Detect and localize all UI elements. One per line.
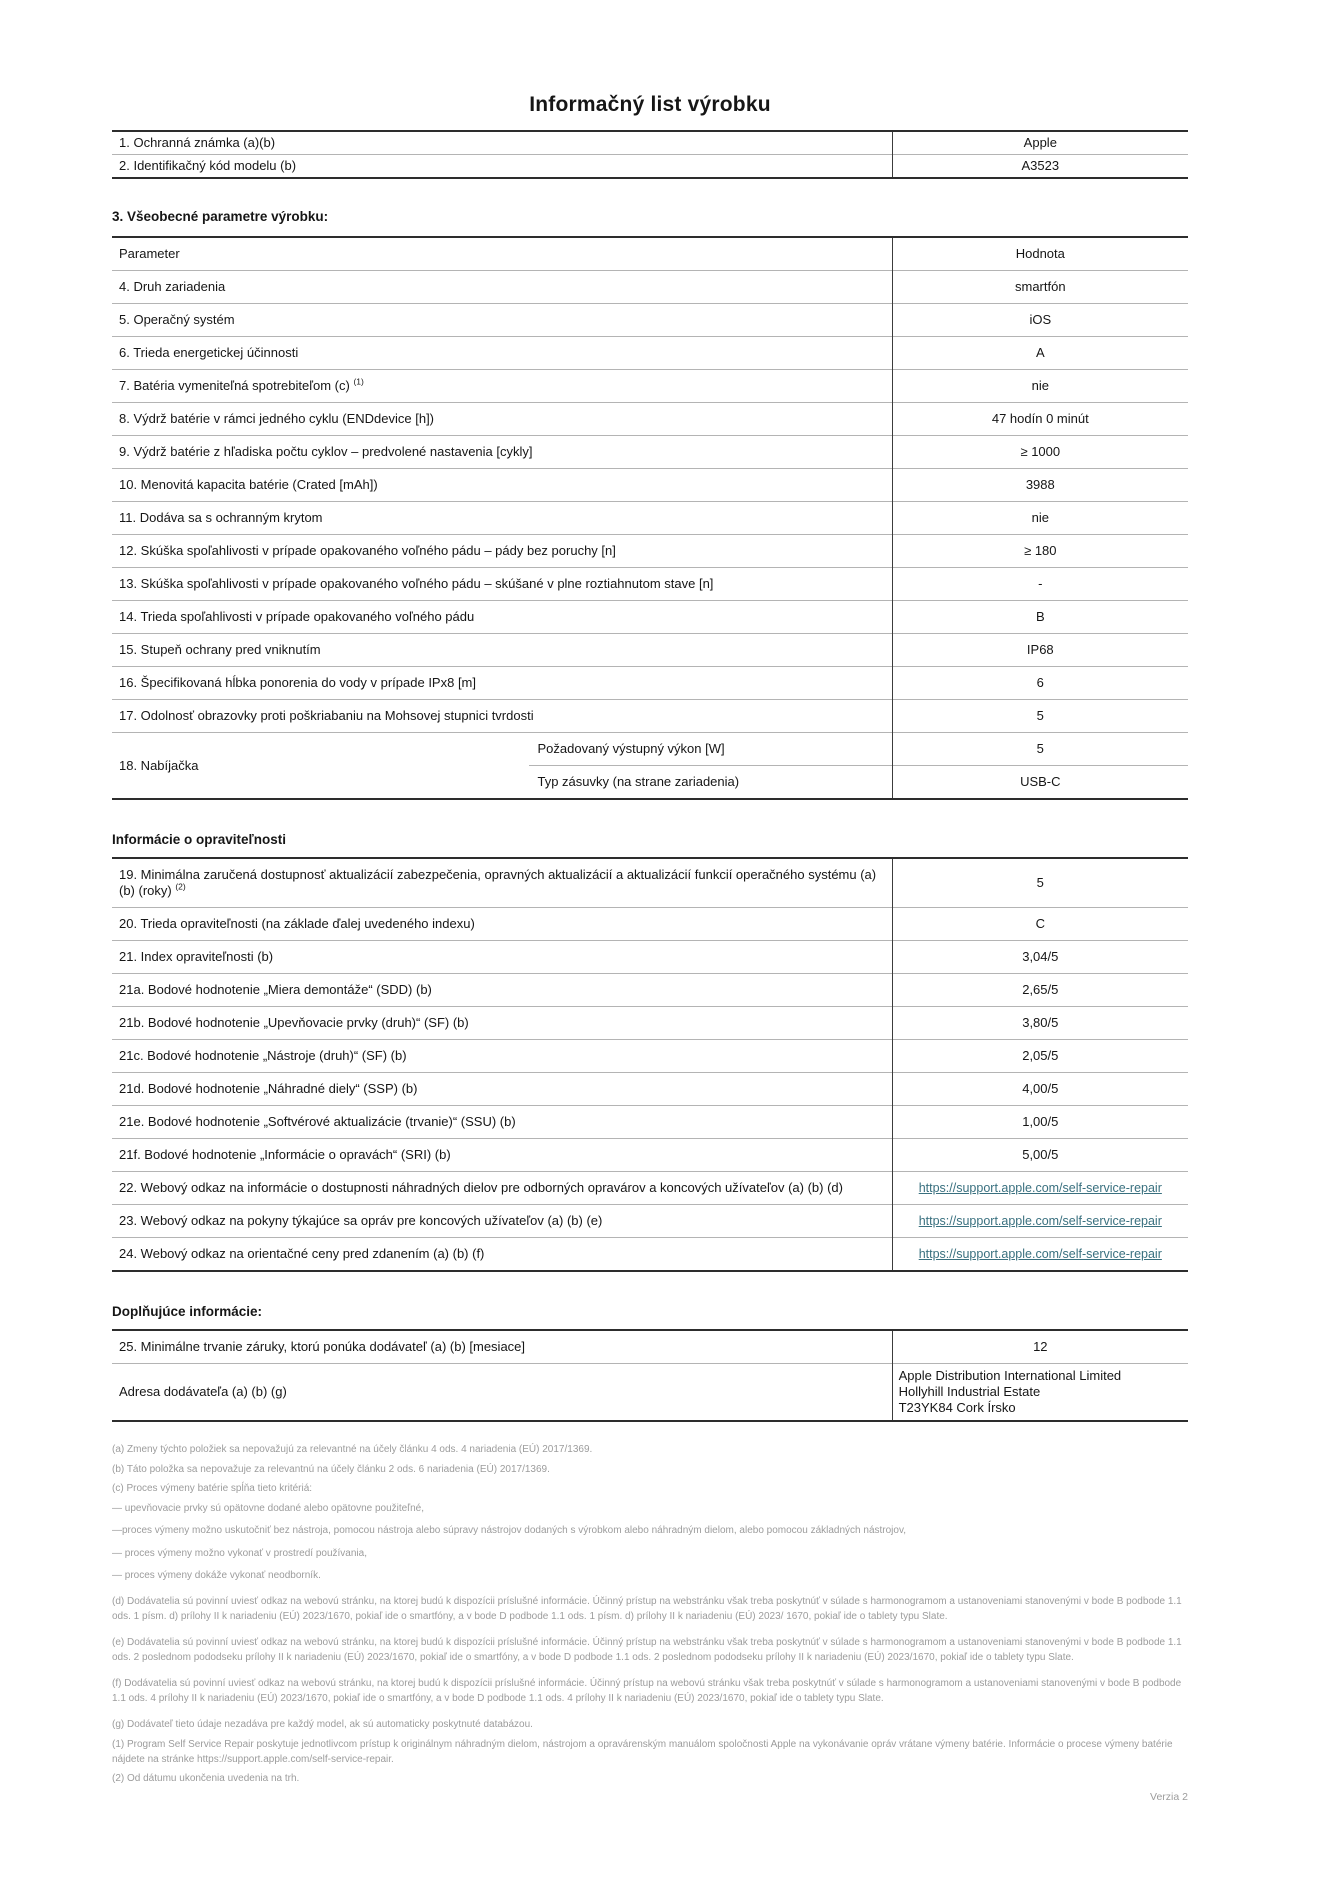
parameter-value: 3,04/5 xyxy=(892,941,1188,974)
parameter-row xyxy=(112,1139,1188,1172)
footnote: (2) Od dátumu ukončenia uvedenia na trh. xyxy=(112,1773,300,1784)
parameter-label: 4. Druh zariadenia xyxy=(112,271,892,304)
parameter-value: 6 xyxy=(892,667,1188,700)
identity-row xyxy=(112,155,1188,179)
parameter-row xyxy=(112,974,1188,1007)
parameter-row xyxy=(112,634,1188,667)
footnote: (a) Zmeny týchto položiek sa nepovažujú za relevantné na účely článku 4 ods. 4 nariadenia (EÚ) 2017/1369. xyxy=(112,1444,593,1455)
parameter-row xyxy=(112,1238,1188,1272)
parameter-value: 5,00/5 xyxy=(892,1139,1188,1172)
identity-table xyxy=(112,130,1188,179)
general-parameters-heading: 3. Všeobecné parametre výrobku: xyxy=(112,209,329,224)
parameter-value: 5 xyxy=(892,733,1188,766)
parameter-label: 22. Webový odkaz na informácie o dostupnosti náhradných dielov pre odborných opravárov a koncových užívateľov (a) (b) (d) xyxy=(112,1172,892,1205)
parameter-row xyxy=(112,1007,1188,1040)
parameter-value: 1,00/5 xyxy=(892,1106,1188,1139)
footnote-reference: (1) xyxy=(353,376,364,387)
parameter-label: Parameter xyxy=(119,246,180,261)
parameter-label: 20. Trieda opraviteľnosti (na základe ďalej uvedeného indexu) xyxy=(112,908,892,941)
parameter-label: 21b. Bodové hodnotenie „Upevňovacie prvky (druh)“ (SF) (b) xyxy=(112,1007,892,1040)
version-label: Verzia 2 xyxy=(1150,1790,1188,1803)
parameter-value: 5 xyxy=(892,700,1188,733)
support-link[interactable]: https://support.apple.com/self-service-repair xyxy=(918,1247,1162,1261)
charger-subrow xyxy=(112,733,1188,766)
parameter-row xyxy=(112,304,1188,337)
repairability-heading: Informácie o opraviteľnosti xyxy=(112,832,286,847)
parameter-row xyxy=(112,601,1188,634)
parameter-row xyxy=(112,469,1188,502)
footnote: — proces výmeny dokáže vykonať neodborník. xyxy=(112,1570,321,1581)
product-information-sheet xyxy=(112,0,1188,1803)
parameter-value: 3,80/5 xyxy=(892,1007,1188,1040)
footnote: (f) Dodávatelia sú povinní uviesť odkaz na webovú stránku, na ktorej budú k dispozícii príslušné informácie. Účinný prístup na webovú stránku však treba poskytnúť v súlade s harmonogramom a ustanoveniami stanovenými v bode B podbode 1.1 ods. 4 prílohy II k nariadeniu (EÚ) 2023/1670, pokiaľ ide o smartfóny, a v bode D podbode 1.1 ods. 4 prílohy II k nariadeniu (EÚ) 2023/1670, pokiaľ ide o tablety typu Slate. xyxy=(112,1678,1182,1704)
parameter-row xyxy=(112,1364,1188,1422)
parameter-value: IP68 xyxy=(892,634,1188,667)
supplier-address-line: Apple Distribution International Limited xyxy=(898,1368,1122,1383)
parameter-label: 5. Operačný systém xyxy=(112,304,892,337)
parameter-value: A3523 xyxy=(892,155,1188,179)
parameter-label: 11. Dodáva sa s ochranným krytom xyxy=(112,502,892,535)
parameter-row xyxy=(112,370,1188,403)
parameter-row xyxy=(112,436,1188,469)
table-header-row xyxy=(112,237,1188,271)
footnote: —proces výmeny možno uskutočniť bez nástroja, pomocou nástroja alebo súpravy nástrojov dodaných s výrobkom alebo náhradným dielom, alebo pomocou základných nástrojov, xyxy=(112,1525,906,1536)
parameter-value: Apple xyxy=(892,131,1188,155)
footnote: (g) Dodávateľ tieto údaje nezadáva pre každý model, ak sú automaticky poskytnuté databázou. xyxy=(112,1719,533,1730)
parameter-row xyxy=(112,568,1188,601)
supplier-address-line: T23YK84 Cork Írsko xyxy=(898,1400,1016,1415)
additional-info-table xyxy=(112,1329,1188,1422)
parameter-value: USB-C xyxy=(892,766,1188,800)
supplier-address-line: Hollyhill Industrial Estate xyxy=(898,1384,1041,1399)
parameter-value: nie xyxy=(892,370,1188,403)
footnote: (d) Dodávatelia sú povinní uviesť odkaz na webovú stránku, na ktorej budú k dispozícii príslušné informácie. Účinný prístup na webstránku však treba poskytnúť v súlade s harmonogramom a ustanoveniami stanovenými v bode B podbode 1.1 ods. 1 písm. d) prílohy II k nariadeniu (EÚ) 2023/1670, pokiaľ ide o smartfóny, a v bode D podbode 1.1 ods. 1 písm. d) prílohy II k nariadeniu (EÚ) 2023/ 1670, pokiaľ ide o tablety typu Slate. xyxy=(112,1596,1182,1622)
footnote: (c) Proces výmeny batérie spĺňa tieto kritériá: xyxy=(112,1483,313,1494)
parameter-label: 23. Webový odkaz na pokyny týkajúce sa opráv pre koncových užívateľov (a) (b) (e) xyxy=(112,1205,892,1238)
parameter-label: 6. Trieda energetickej účinnosti xyxy=(112,337,892,370)
parameter-label: 21d. Bodové hodnotenie „Náhradné diely“ (SSP) (b) xyxy=(112,1073,892,1106)
parameter-value: 47 hodín 0 minút xyxy=(892,403,1188,436)
parameter-value: nie xyxy=(892,502,1188,535)
parameter-row xyxy=(112,858,1188,908)
parameter-label: 15. Stupeň ochrany pred vniknutím xyxy=(112,634,892,667)
parameter-label: Adresa dodávateľa (a) (b) (g) xyxy=(112,1364,892,1422)
parameter-label: 25. Minimálne trvanie záruky, ktorú ponúka dodávateľ (a) (b) [mesiace] xyxy=(119,1339,526,1354)
parameter-label: 10. Menovitá kapacita batérie (Crated [mAh]) xyxy=(112,469,892,502)
parameter-row xyxy=(112,1106,1188,1139)
parameter-label: 7. Batéria vymeniteľná spotrebiteľom (c) $^{(1)}$ xyxy=(112,370,892,403)
parameter-row xyxy=(112,908,1188,941)
parameter-label: 16. Špecifikovaná hĺbka ponorenia do vody v prípade IPx8 [m] xyxy=(112,667,892,700)
sub-parameter-label: Požadovaný výstupný výkon [W] xyxy=(529,733,892,766)
support-link[interactable]: https://support.apple.com/self-service-repair xyxy=(918,1181,1162,1195)
parameter-label: 12. Skúška spoľahlivosti v prípade opakovaného voľného pádu – pády bez poruchy [n] xyxy=(112,535,892,568)
parameter-label: 2. Identifikačný kód modelu (b) xyxy=(112,155,892,179)
parameter-value: 3988 xyxy=(892,469,1188,502)
page-title: Informačný list výrobku xyxy=(529,93,771,116)
parameter-row xyxy=(112,941,1188,974)
parameter-value: 2,65/5 xyxy=(892,974,1188,1007)
parameter-value: 4,00/5 xyxy=(892,1073,1188,1106)
parameter-value: 2,05/5 xyxy=(892,1040,1188,1073)
parameter-value: B xyxy=(892,601,1188,634)
parameter-row xyxy=(112,1330,1188,1364)
parameter-value xyxy=(892,1205,1188,1238)
parameter-label: 18. Nabíjačka xyxy=(112,733,529,800)
parameter-value: - xyxy=(892,568,1188,601)
sub-parameter-label: Typ zásuvky (na strane zariadenia) xyxy=(529,766,892,800)
additional-info-heading: Doplňujúce informácie: xyxy=(112,1304,263,1319)
parameter-label: 19. Minimálna zaručená dostupnosť aktualizácií zabezpečenia, opravných aktualizácií a aktualizácií funkcií operačného systému (a) (b) (roky) $^{(2)}$ xyxy=(119,867,877,898)
repairability-table xyxy=(112,857,1188,1272)
parameter-value xyxy=(892,1172,1188,1205)
supplier-address xyxy=(892,1364,1188,1422)
footnote: (1) Program Self Service Repair poskytuje jednotlivcom prístup k originálnym náhradným dielom, nástrojom a opravárenským manuálom spoločnosti Apple na vykonávanie opráv vrátane výmeny batérie. Informácie o procese výmeny batérie nájdete na stránke https://support.apple.com/self-service-repair. xyxy=(112,1738,1173,1765)
parameter-label: 1. Ochranná známka (a)(b) xyxy=(119,135,276,150)
parameter-value: iOS xyxy=(892,304,1188,337)
parameter-row xyxy=(112,403,1188,436)
parameter-label: 21. Index opraviteľnosti (b) xyxy=(112,941,892,974)
parameter-value: C xyxy=(892,908,1188,941)
footnote: (b) Táto položka sa nepovažuje za relevantnú na účely článku 2 ods. 6 nariadenia (EÚ) 2017/1369. xyxy=(112,1463,550,1475)
parameter-row xyxy=(112,535,1188,568)
parameter-value: 12 xyxy=(892,1330,1188,1364)
parameter-row xyxy=(112,700,1188,733)
parameter-value xyxy=(892,1238,1188,1272)
parameter-value: ≥ 1000 xyxy=(892,436,1188,469)
parameter-value: A xyxy=(892,337,1188,370)
parameter-label: 21a. Bodové hodnotenie „Miera demontáže“ (SDD) (b) xyxy=(112,974,892,1007)
parameter-value: smartfón xyxy=(892,271,1188,304)
parameter-row xyxy=(112,1205,1188,1238)
footnote-reference: (2) xyxy=(175,881,186,892)
parameter-value: Hodnota xyxy=(892,237,1188,271)
parameter-value: ≥ 180 xyxy=(892,535,1188,568)
identity-row xyxy=(112,131,1188,155)
support-link[interactable]: https://support.apple.com/self-service-repair xyxy=(918,1214,1162,1228)
parameter-row xyxy=(112,337,1188,370)
parameter-row xyxy=(112,667,1188,700)
parameter-value: 5 xyxy=(892,858,1188,908)
parameter-label: 21c. Bodové hodnotenie „Nástroje (druh)“ (SF) (b) xyxy=(112,1040,892,1073)
parameter-label: 17. Odolnosť obrazovky proti poškriabaniu na Mohsovej stupnici tvrdosti xyxy=(112,700,892,733)
parameter-label: 8. Výdrž batérie v rámci jedného cyklu (ENDdevice [h]) xyxy=(112,403,892,436)
parameter-row xyxy=(112,1040,1188,1073)
parameter-label: 24. Webový odkaz na orientačné ceny pred zdanením (a) (b) (f) xyxy=(112,1238,892,1272)
general-parameters-table xyxy=(112,236,1188,800)
footnote: (e) Dodávatelia sú povinní uviesť odkaz na webovú stránku, na ktorej budú k dispozícii príslušné informácie. Účinný prístup na webstránku však treba poskytnúť v súlade s harmonogramom a ustanoveniami stanovenými v bode B podbode 1.1 ods. 2 poslednom pododseku prílohy II k nariadeniu (EÚ) 2023/1670, pokiaľ ide o smartfóny, a v bode D podbode 1.1 ods. 2 poslednom pododseku prílohy II k nariadeniu (EÚ) 2023/1670, pokiaľ ide o tablety typu Slate. xyxy=(112,1637,1182,1663)
parameter-label: 13. Skúška spoľahlivosti v prípade opakovaného voľného pádu – skúšané v plne roztiahnutom stave [n] xyxy=(112,568,892,601)
parameter-label: 9. Výdrž batérie z hľadiska počtu cyklov – predvolené nastavenia [cykly] xyxy=(112,436,892,469)
parameter-row xyxy=(112,1073,1188,1106)
footnote: — proces výmeny možno vykonať v prostredí používania, xyxy=(112,1547,367,1559)
parameter-row xyxy=(112,502,1188,535)
footnote: — upevňovacie prvky sú opätovne dodané alebo opätovne použiteľné, xyxy=(112,1502,425,1514)
parameter-row xyxy=(112,271,1188,304)
parameter-row xyxy=(112,1172,1188,1205)
parameter-label: 21f. Bodové hodnotenie „Informácie o opravách“ (SRI) (b) xyxy=(112,1139,892,1172)
parameter-label: 21e. Bodové hodnotenie „Softvérové aktualizácie (trvanie)“ (SSU) (b) xyxy=(112,1106,892,1139)
parameter-label: 14. Trieda spoľahlivosti v prípade opakovaného voľného pádu xyxy=(112,601,892,634)
footnotes-section xyxy=(112,1442,1188,1786)
